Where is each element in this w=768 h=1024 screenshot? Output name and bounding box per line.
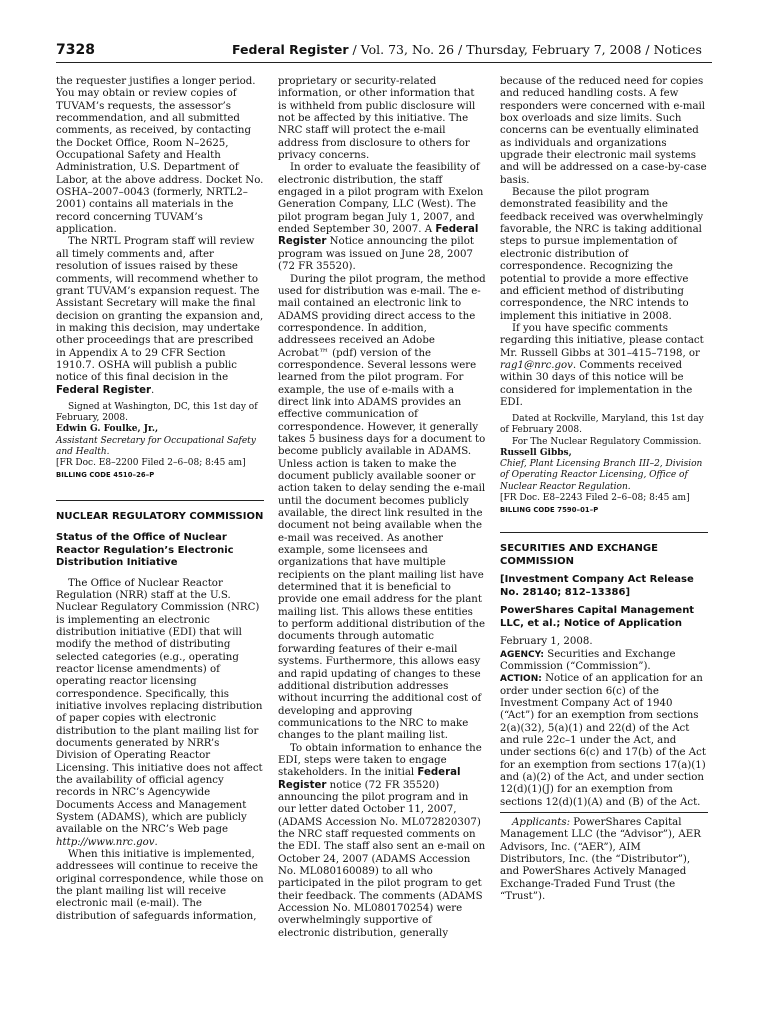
paragraph: the requester justifies a longer period. You may obtain or review copies of TUVAM’s requests, the assessor’s recommendation, and all submitted comments, as received, by contacting the Docket Office, Room N–2625, Occupational Safety and Health Administration, U.S. Department of Labor, at the above address. Docket No. OSHA–2007–0043 (formerly, NRTL2–2001) contains all materials in the record concerning TUVAM’s application. [56, 76, 264, 236]
signed-line: Signed at Washington, DC, this 1st day of February, 2008. [56, 401, 258, 424]
fr-doc: [FR Doc. E8–2200 Filed 2–6–08; 8:45 am] [56, 457, 246, 468]
signer-name: Russell Gibbs, [500, 447, 572, 458]
agency-heading: NUCLEAR REGULATORY COMMISSION [56, 510, 264, 522]
fr-doc: [FR Doc. E8–2243 Filed 2–6–08; 8:45 am] [500, 492, 690, 503]
paragraph: When this initiative is implemented, addressees will continue to receive the original correspondence, while those on the plant mailing list will receive electronic mail (e-mail). The distribution of safeguards information, [56, 849, 264, 922]
section-divider [500, 532, 708, 533]
agency-field: AGENCY: Securities and Exchange Commission (“Commission”). [500, 648, 676, 672]
notice-date: February 1, 2008. [500, 636, 593, 648]
section-divider [56, 500, 264, 501]
paragraph: because of the reduced need for copies and reduced handling costs. A few responders were concerned with e-mail box overloads and size limits. Such concerns can be eventually eliminated as individuals and organizations upgrade their electronic mail systems and will be addressed on a case-by-case basis. [500, 76, 707, 186]
nrc-link[interactable]: http://www.nrc.gov [56, 836, 155, 848]
section-divider [500, 812, 708, 813]
signer-name: Edwin G. Foulke, Jr., [56, 424, 159, 435]
paragraph: The Office of Nuclear Reactor Regulation (NRR) staff at the U.S. Nuclear Regulatory Commission (NRC) is implementing an electronic distribution initiative (EDI) that will modify the method of distributing selected categories (e.g., operating reactor license amendments) of operating reactor licensing correspondence. Specifically, this initiative involves replacing distribution of paper copies with electronic distribution to the plant mailing list for documents generated by NRR’s Division of Operating Reactor Licensing. This initiative does not affect the availability of official agency records in NRC’s Agencywide Documents Access and Management System (ADAMS), which are publicly available on the NRC’s Web page http://www.nrc.gov. [56, 577, 263, 848]
billing-code: BILLING CODE 7590–01–P [500, 505, 599, 514]
column-2 [278, 76, 486, 940]
page-number: 7328 [56, 42, 95, 58]
federal-register-ref: Federal Register [56, 384, 151, 396]
paragraph: During the pilot program, the method used for distribution was e-mail. The e-mail contained an electronic link to ADAMS providing direct access to the correspondence. In addition, addressees received an Adobe Acrobat™ (pdf) version of the correspondence. Several lessons were learned from the pilot program. For example, the use of e-mails with a direct link into ADAMS provides an effective communication of correspondence. However, it generally takes 5 business days for a document to become publicly available in ADAMS. Unless action is taken to make the document publicly available sooner or action taken to delay sending the e-mail until the document becomes publicly available, the direct link resulted in the document not being available when the e-mail was received. As another example, some licensees and organizations that have multiple recipients on the plant mailing list have determined that it is beneficial to provide one email address for the plant mailing list. This allows these entities to perform additional distribution of the documents through automatic forwarding features of their e-mail systems. Furthermore, this allows easy and rapid updating of changes to these additional distribution addresses without incurring the additional cost of developing and approving communications to the NRC to make changes to the plant mailing list. [278, 273, 486, 742]
column-1 [56, 76, 264, 923]
dated-line: Dated at Rockville, Maryland, this 1st day of February 2008. [500, 414, 704, 436]
publication-name: Federal Register [232, 42, 349, 57]
issue-info: / Vol. 73, No. 26 / Thursday, February 7, 2008 / Notices [348, 42, 702, 57]
notice-title: Status of the Office of Nuclear Reactor Regulation’s Electronic Distribution Initiative [56, 532, 234, 568]
paragraph: The NRTL Program staff will review all timely comments and, after resolution of issues raised by these comments, will recommend whether to grant TUVAM’s expansion request. The Assistant Secretary will make the final decision on granting the expansion and, in making this decision, may undertake other proceedings that are prescribed in Appendix A to 29 CFR Section 1910.7. OSHA will publish a public notice of this final decision in the Federal Register. [56, 236, 264, 396]
notice-title: PowerShares Capital Management LLC, et al.; Notice of Application [500, 605, 695, 629]
contact-email[interactable]: rag1@nrc.gov [500, 359, 573, 371]
paragraph: proprietary or security-related information, or other information that is withheld from public disclosure will not be affected by this initiative. The NRC staff will protect the e-mail address from disclosure to others for privacy concerns. [278, 76, 476, 162]
column-3 [500, 76, 708, 903]
paragraph: In order to evaluate the feasibility of electronic distribution, the staff engaged in a pilot program with Exelon Generation Company, LLC (West). The pilot program began July 1, 2007, and ended September 30, 2007. A Federal Register Notice announcing the pilot program was issued on June 28, 2007 (72 FR 35520). [278, 162, 484, 273]
paragraph: To obtain information to enhance the EDI, steps were taken to engage stakeholders. In the initial Federal Register notice (72 FR 35520) announcing the pilot program and in our letter dated October 11, 2007, (ADAMS Accession No. ML072820307) the NRC staff requested comments on the EDI. The staff also sent an e-mail on October 24, 2007 (ADAMS Accession No. ML080160089) to all who participated in the pilot program to get their feedback. The comments (ADAMS Accession No. ML080170254) were overwhelmingly supportive of electronic distribution, generally [278, 742, 486, 939]
agency-heading: SECURITIES AND EXCHANGE COMMISSION [500, 543, 658, 567]
paragraph: If you have specific comments regarding this initiative, please contact Mr. Russell Gibbs at 301–415–7198, or rag1@nrc.gov. Comments received within 30 days of this notice will be considered for implementation in the EDI. [500, 322, 704, 408]
signer-title: Assistant Secretary for Occupational Safety and Health. [56, 435, 256, 457]
federal-register-ref: Federal Register [278, 224, 479, 248]
billing-code: BILLING CODE 4510–26–P [56, 471, 155, 480]
running-head [232, 42, 702, 57]
release-number: [Investment Company Act Release No. 28140; 812–13386] [500, 574, 694, 598]
action-field: ACTION: Notice of an application for an order under section 6(c) of the Investment Company Act of 1940 (“Act”) for an exemption from sections 2(a)(32), 5(a)(1) and 22(d) of the Act and rule 22c–1 under the Act, and under sections 6(c) and 17(b) of the Act for an exemption from sections 17(a)(1) and (a)(2) of the Act, and under section 12(d)(1)(J) for an exemption from sections 12(d)(1)(A) and (B) of the Act. [500, 673, 706, 808]
page-header [56, 40, 712, 63]
signer-title: Chief, Plant Licensing Branch III–2, Division of Operating Reactor Licensing, Office of Nuclear Reactor Regulation. [500, 459, 703, 492]
paragraph: Because the pilot program demonstrated feasibility and the feedback received was overwhelmingly favorable, the NRC is taking additional steps to pursue implementation of electronic distribution of correspondence. Recognizing the potential to provide a more effective and efficient method of distributing correspondence, the NRC intends to implement this initiative in 2008. [500, 187, 704, 322]
for-line: For The Nuclear Regulatory Commission. [512, 436, 702, 447]
federal-register-ref: Federal Register [278, 767, 461, 791]
applicants-field: Applicants: PowerShares Capital Management LLC (the “Advisor”), AER Advisors, Inc. (“AER”), AIM Distributors, Inc. (the “Distributor”), and PowerShares Actively Managed Exchange-Traded Fund Trust (the “Trust”). [500, 817, 701, 903]
